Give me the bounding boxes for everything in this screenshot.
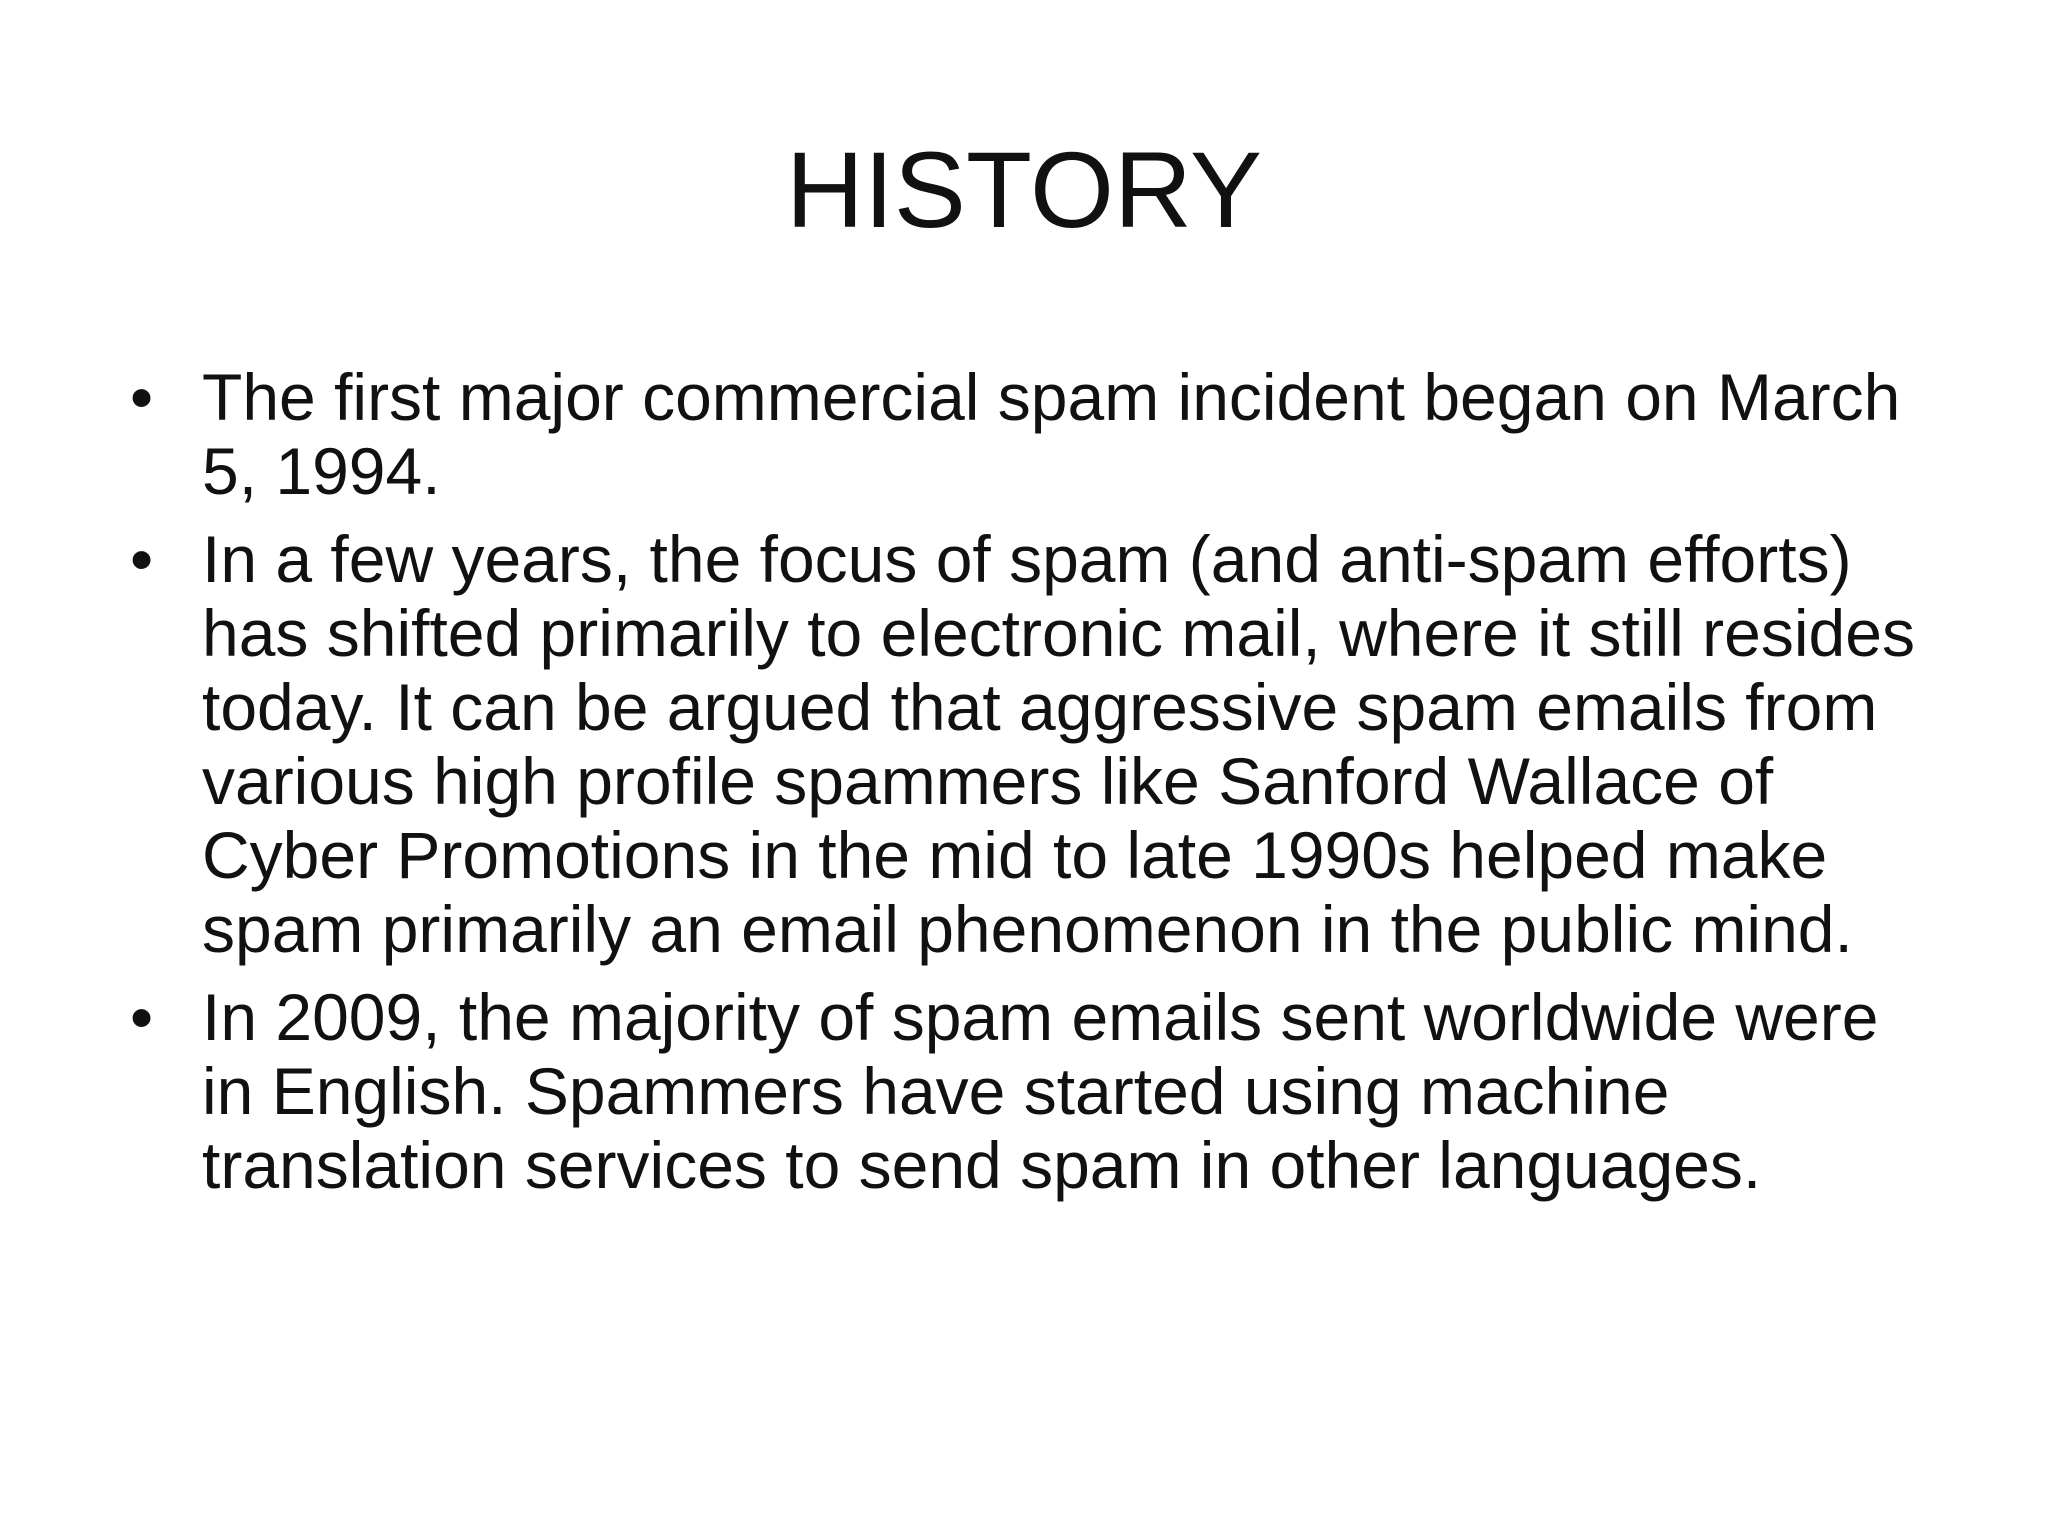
bullet-text: In 2009, the majority of spam emails sent worldwide were in English. Spammers have started using machine translation services to send spam in other languages. (202, 980, 1879, 1202)
slide-title: HISTORY (785, 129, 1263, 250)
bullet-icon: • (130, 522, 154, 596)
bullet-list (118, 360, 1938, 1216)
bullet-item (118, 980, 1938, 1202)
bullet-icon: • (130, 980, 154, 1054)
bullet-item (118, 522, 1938, 966)
bullet-icon: • (130, 360, 154, 434)
bullet-item (118, 360, 1938, 508)
bullet-text: The first major commercial spam incident began on March 5, 1994. (202, 360, 1901, 508)
bullet-text: In a few years, the focus of spam (and anti-spam efforts) has shifted primarily to electronic mail, where it still resides today. It can be argued that aggressive spam emails from various high profile spammers like Sanford Wallace of Cyber Promotions in the mid to late 1990s helped make spam primarily an email phenomenon in the public mind. (202, 522, 1915, 966)
